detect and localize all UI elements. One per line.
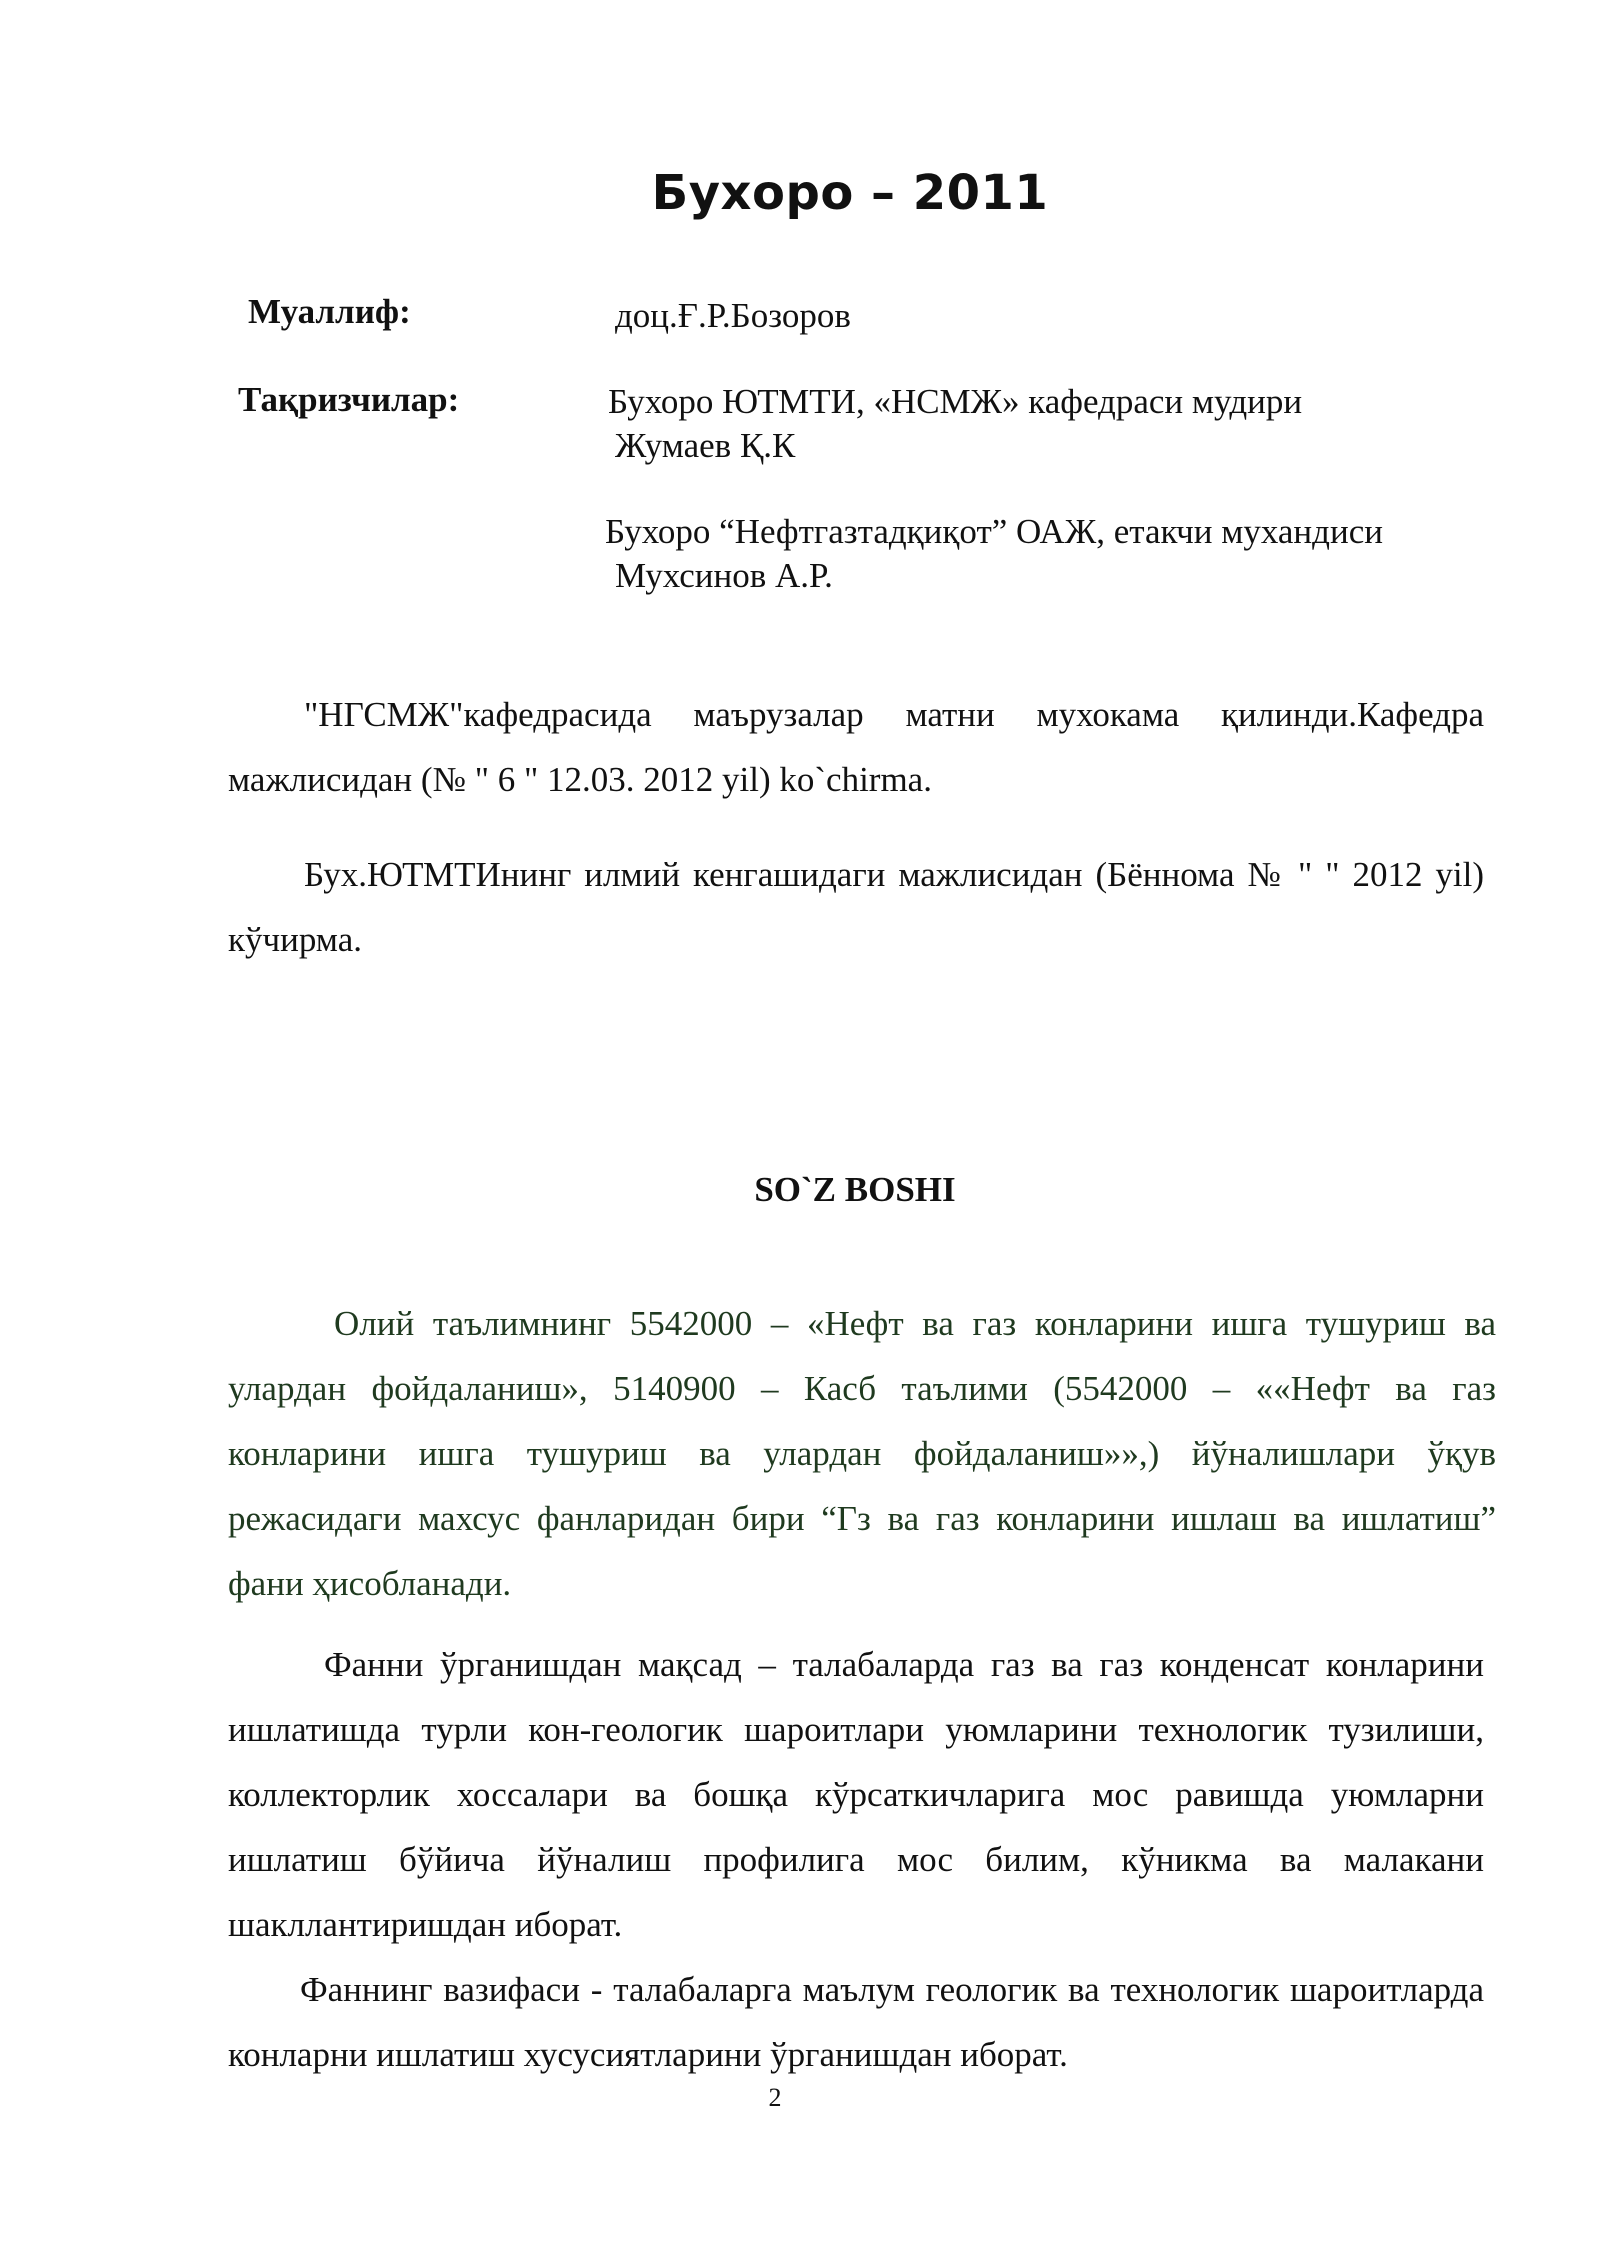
preface-paragraph-2: Фанни ўрганишдан мақсад – талабаларда газ ва газ конденсат конларини ишлатишда турли кон-геологик шароитлари уюмларини технологик тузилиши, коллекторлик хоссалари ва бошқа кўрсаткичларига мос равишда уюмларни ишлатиш бўйича йўналиш профилига мос билим, кўникма ва малакани шакллантиришдан иборат. [228, 1645, 1484, 1944]
author-label: Муаллиф: [248, 292, 411, 331]
author-value: доц.Ғ.Р.Бозоров [615, 296, 851, 335]
reviewer2-line1: Бухоро “Нефтгазтадқиқот” ОАЖ, етакчи мухандиси [605, 512, 1383, 551]
approval-paragraph-1: "НГСМЖ"кафедрасида маърузалар матни мухокама қилинди.Кафедра мажлисидан (№ " 6 " 12.03. 2012 yil) ko`chirma. [228, 695, 1484, 799]
page-number: 2 [768, 2083, 782, 2112]
reviewer1-line1: Бухоро ЮТМТИ, «НСМЖ» кафедраси мудири [608, 382, 1303, 421]
city-year-title: Бухоро – 2011 [651, 165, 1049, 221]
section-title: SO`Z BOSHI [754, 1170, 956, 1209]
reviewer2-line2: Мухсинов А.Р. [615, 556, 833, 595]
reviewer1-line2: Жумаев Қ.К [615, 426, 796, 465]
preface-paragraph-1: Олий таълимнинг 5542000 – «Нефт ва газ конларини ишга тушуриш ва улардан фойдаланиш», 5140900 – Касб таълими (5542000 – ««Нефт ва газ конларини ишга тушуриш ва улардан фойдаланиш»»,) йўналишлари ўқув режасидаги махсус фанларидан бири “Гз ва газ конларини ишлаш ва ишлатиш” фани ҳисобланади. [228, 1304, 1496, 1603]
approval-paragraph-2: Бух.ЮТМТИнинг илмий кенгашидаги мажлисидан (Бённома № " " 2012 yil) кўчирма. [228, 855, 1484, 959]
preface-paragraph-3: Фаннинг вазифаси - талабаларга маълум геологик ва технологик шароитларда конларни ишлатиш хусусиятларини ўрганишдан иборат. [228, 1970, 1484, 2074]
reviewers-label: Тақризчилар: [238, 380, 460, 419]
